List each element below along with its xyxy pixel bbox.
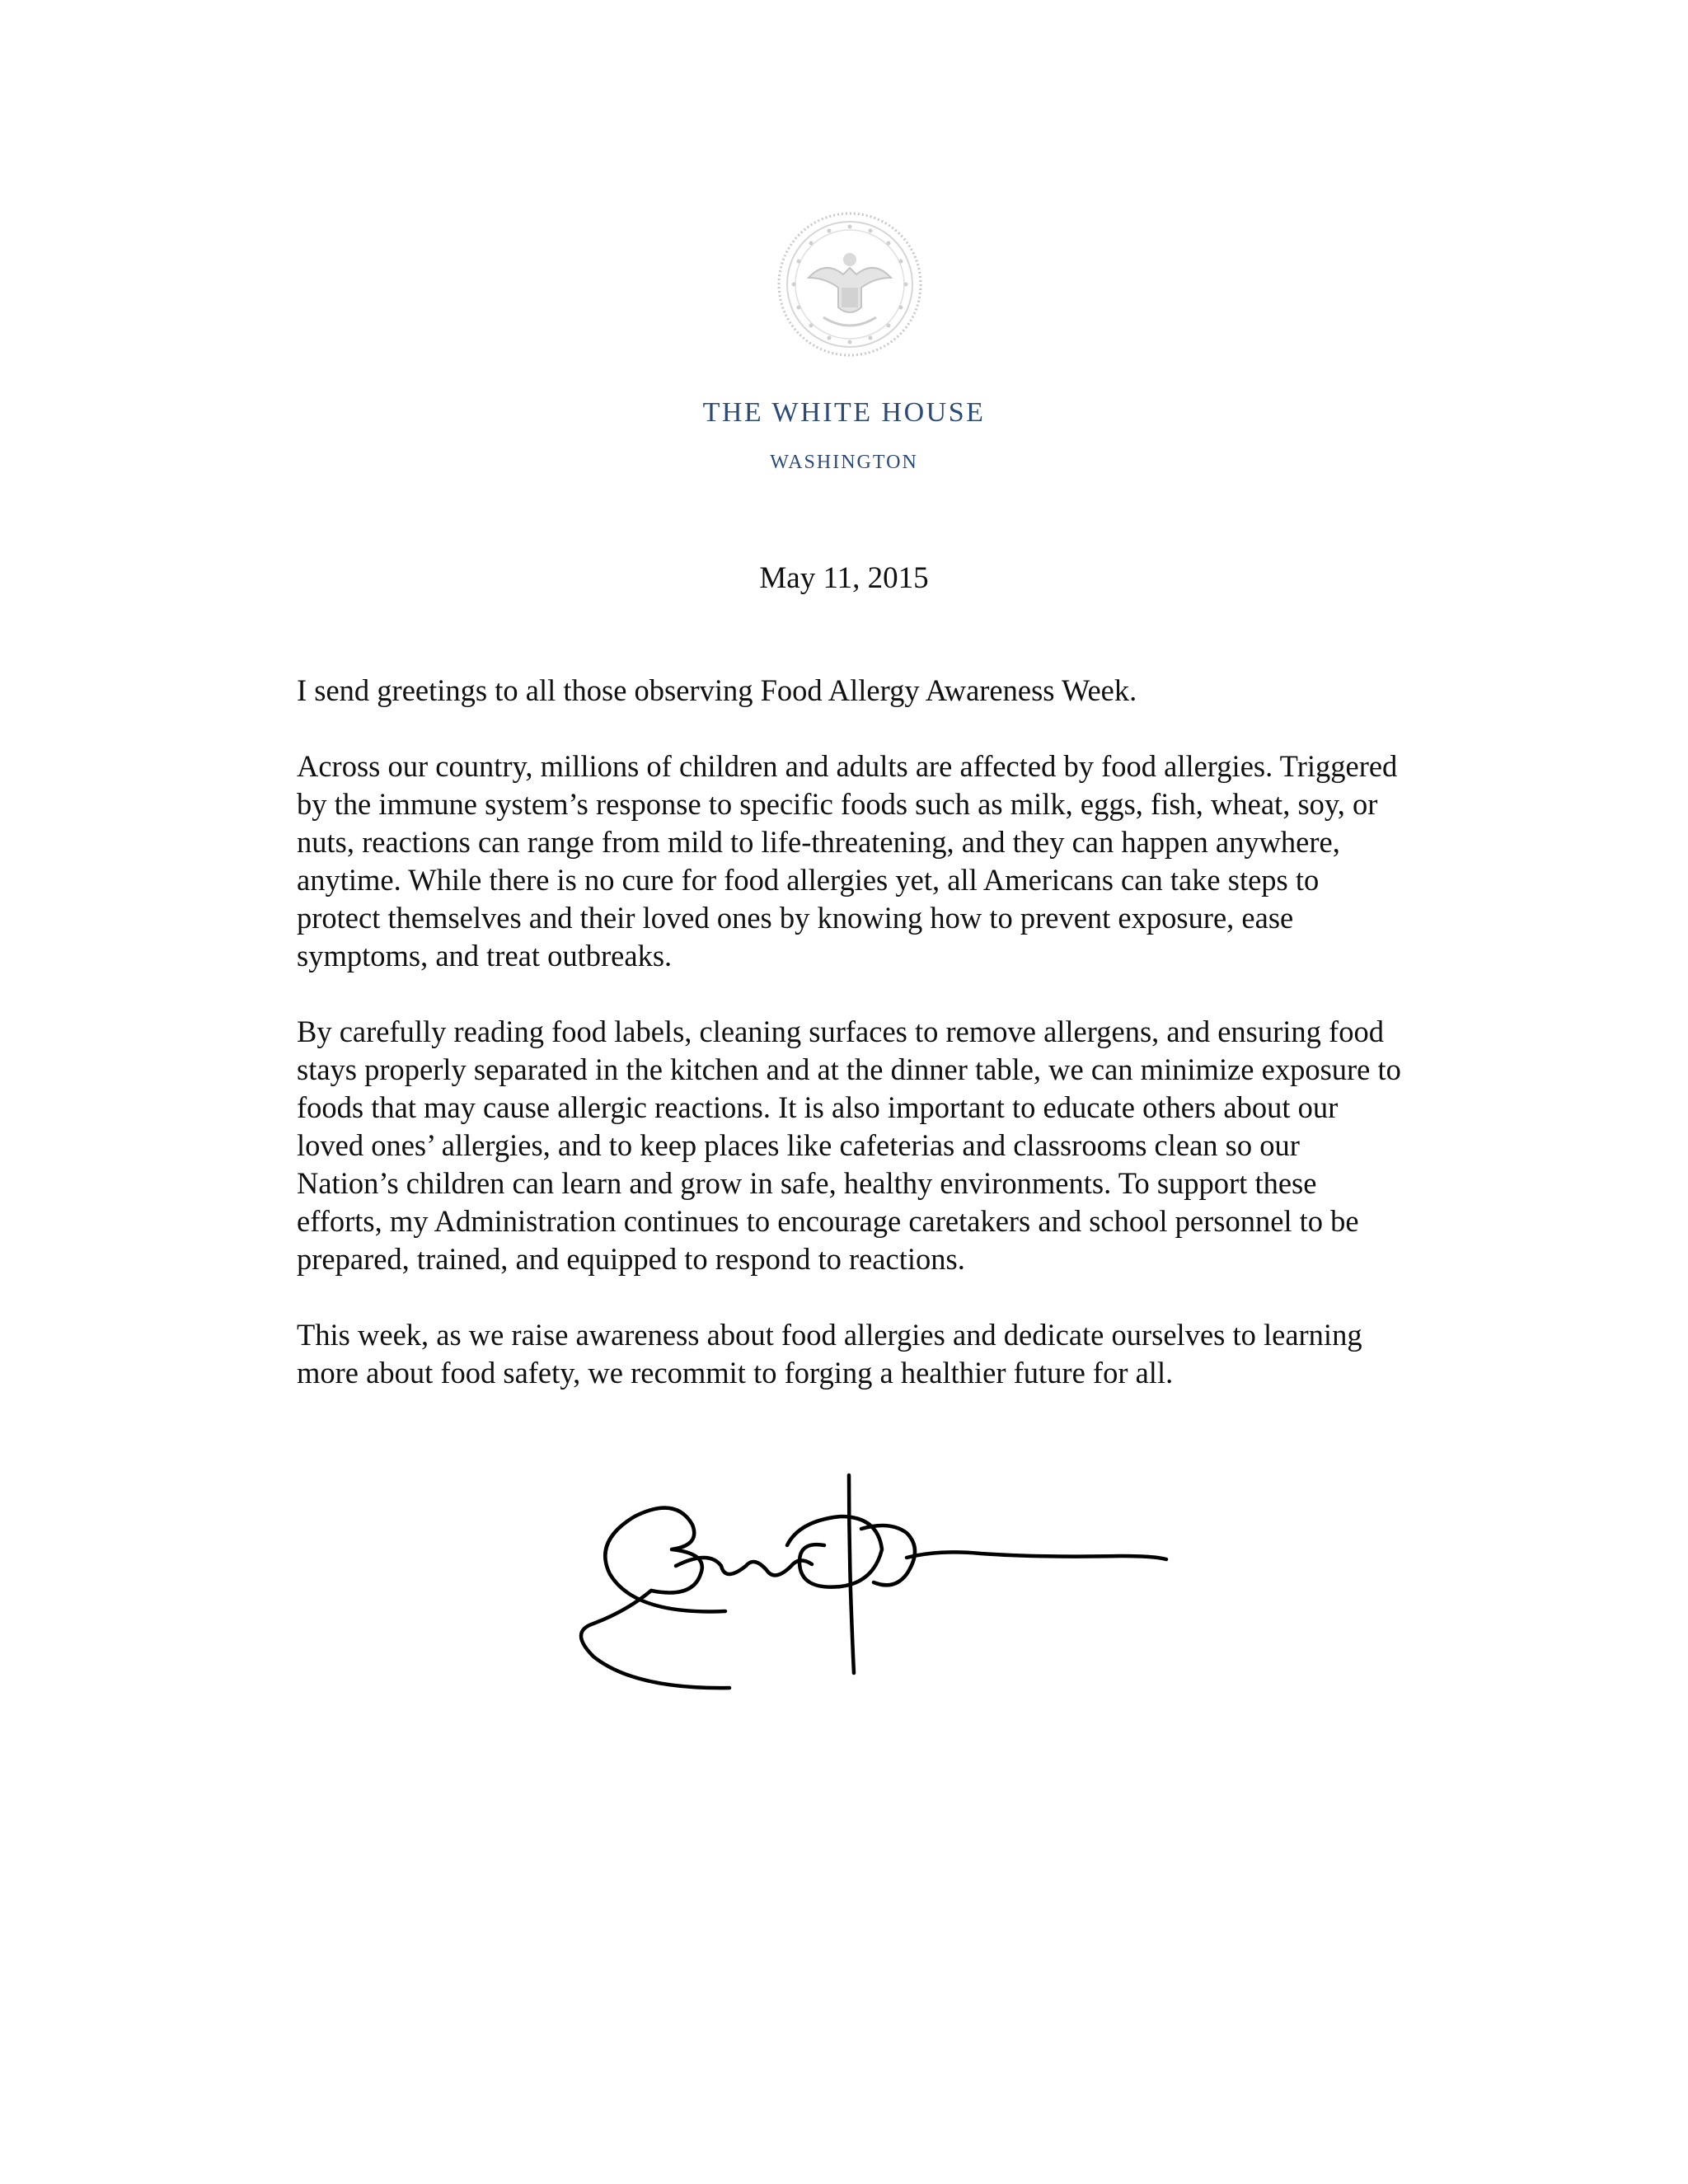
letter-date: May 11, 2015 xyxy=(759,561,929,595)
paragraph: This week, as we raise awareness about food allergies and dedicate ourselves to learning more about food safety, we recommit to forging a healthier future for all. xyxy=(297,1318,1362,1390)
presidential-seal-icon xyxy=(776,210,924,359)
paragraph: Across our country, millions of children and adults are affected by food allergies. Triggered by the immune system’s response to specific foods such as milk, eggs, fish, wheat, soy, or nuts, reactions can range from mild to life-threatening, and they can happen anywhere, anytime. While there is no cure for food allergies yet, all Americans can take steps to protect themselves and their loved ones by knowing how to prevent exposure, ease symptoms, and treat outbreaks. xyxy=(297,749,1398,972)
paragraph: I send greetings to all those observing Food Allergy Awareness Week. xyxy=(297,673,1137,707)
letterhead-subtitle: WASHINGTON xyxy=(770,452,918,473)
letter-body xyxy=(297,672,1401,1430)
handwritten-signature xyxy=(577,1467,1187,1706)
paragraph: By carefully reading food labels, cleaning surfaces to remove allergens, and ensuring food stays properly separated in the kitchen and at the dinner table, we can minimize exposure to foods that may cause allergic reactions. It is also important to educate others about our loved ones’ allergies, and to keep places like cafeterias and classrooms clean so our Nation’s children can learn and grow in safe, healthy environments. To support these efforts, my Administration continues to encourage caretakers and school personnel to be prepared, trained, and equipped to respond to reactions. xyxy=(297,1015,1401,1276)
letterhead-title: THE WHITE HOUSE xyxy=(702,397,986,428)
